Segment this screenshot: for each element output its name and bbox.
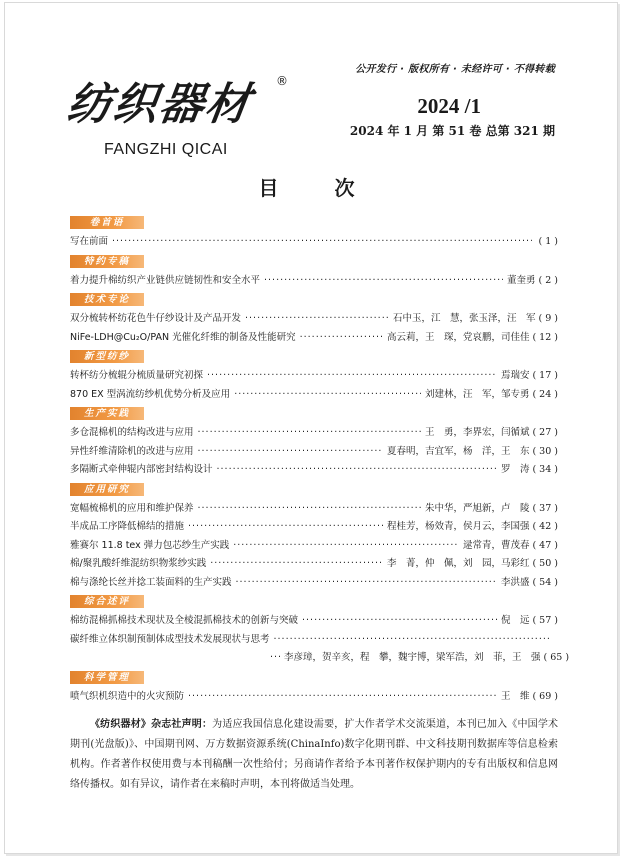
- leader-dots: [188, 691, 497, 702]
- article-title: 异性纤维清除机的改进与应用: [70, 445, 194, 457]
- article-title: 棉/聚乳酸纤维混纺织物浆纱实践: [70, 558, 207, 569]
- page-number: ( 54 ): [532, 576, 558, 588]
- journal-logo: 纺织器材: [63, 79, 255, 130]
- article-authors: 王 维: [500, 690, 530, 702]
- article-title: 雅赛尔 11.8 tex 弹力包芯纱生产实践: [70, 539, 230, 551]
- article-title: 转杯纺分梳辊分梳质量研究初探: [70, 370, 204, 381]
- toc-title: 目次: [258, 176, 411, 200]
- journal-name-english: FANGZHI QICAI: [104, 141, 228, 158]
- statement-body: 为适应我国信息化建设需要，扩大作者学术交流渠道，本刊已加入《中国学术期刊(光盘版)》、中国期刊网、万方数据资源系统(ChinaInfo)数字化期刊群、中文科技期刊数据库等信息检索机构。作者著作权使用费与本刊稿酬一次性给付；另商请作者给予本刊著作权保护期内的专有出版权和信息网络传播权。如有异议，请作者在来稿时声明，本刊将做适当处理。: [70, 719, 559, 790]
- leader-dots: [302, 615, 497, 626]
- section-header: 技术专论: [70, 293, 144, 306]
- toc-entry[interactable]: [70, 555, 558, 574]
- article-authors: 夏春明，吉宜军，杨 洋，王 东: [386, 445, 530, 457]
- article-authors: 董奎勇: [506, 274, 536, 286]
- article-authors: 刘建林，汪 军，邹专勇: [424, 388, 530, 400]
- leader-dots: [188, 521, 383, 532]
- article-authors: 高云莉，王 琛，党哀鹏，司佳佳: [386, 331, 530, 343]
- article-title: 写在前面: [70, 236, 109, 247]
- leader-dots: [264, 275, 503, 286]
- issue-details: 2024 年 1 月 第 51 卷 总第 321 期: [349, 124, 555, 138]
- statement-lead: 《纺织器材》杂志社声明：: [90, 719, 213, 730]
- article-authors: 逯常青，曹茂春: [462, 539, 530, 551]
- leader-dots: [274, 634, 551, 645]
- page-number: ( 37 ): [532, 502, 558, 514]
- toc-entry[interactable]: [70, 631, 558, 650]
- toc-entry[interactable]: [70, 537, 558, 556]
- leader-dots: [112, 236, 531, 247]
- article-title: 870 EX 型涡流纺纱机优势分析及应用: [70, 388, 231, 400]
- publisher-statement: [70, 715, 558, 795]
- article-title: 半成品工序降低棉结的措施: [70, 521, 185, 532]
- page-number: ( 30 ): [532, 445, 558, 457]
- page-number: ( 47 ): [532, 539, 558, 551]
- copyright-notice: 公开发行 · 版权所有 · 未经许可 · 不得转载: [355, 64, 555, 75]
- leader-dots: [270, 652, 280, 663]
- section-header: 卷首语: [70, 216, 144, 229]
- page-number: ( 34 ): [532, 464, 558, 475]
- article-title: 多仓混棉机的结构改进与应用: [70, 427, 194, 438]
- toc-entry[interactable]: [70, 310, 558, 329]
- article-authors: 程桂芳，杨效青，侯月云，李国强: [386, 521, 530, 532]
- page-number: ( 2 ): [538, 274, 558, 286]
- toc-entry[interactable]: [70, 649, 570, 668]
- leader-dots: [217, 464, 497, 475]
- article-title: 棉纺混棉抓棉技术现状及全棱混抓棉技术的创新与突破: [70, 615, 299, 626]
- section-header: 特约专稿: [70, 255, 144, 268]
- page-number: ( 42 ): [532, 521, 558, 532]
- toc-entry[interactable]: [70, 461, 558, 480]
- page-number: ( 17 ): [532, 370, 558, 381]
- leader-dots: [198, 446, 383, 457]
- page-number: ( 65 ): [543, 652, 570, 663]
- article-authors: 李彦璋，贺辛亥，程 攀，魏宇博，梁军浩，刘 菲，王 强: [284, 652, 541, 663]
- article-title: 棉与涤纶长丝并捻工装面料的生产实践: [70, 576, 232, 588]
- leader-dots: [233, 540, 459, 551]
- article-authors: 李 菁，仲 佩，刘 园，马彩红: [386, 558, 530, 569]
- toc-entry[interactable]: [70, 574, 558, 593]
- page-number: ( 1 ): [538, 236, 558, 247]
- page-number: ( 50 ): [532, 558, 558, 569]
- leader-dots: [198, 427, 421, 438]
- article-title: NiFe-LDH@Cu₂O/PAN 光催化纤维的制备及性能研究: [70, 331, 296, 343]
- section-header: 生产实践: [70, 407, 144, 420]
- toc-entry[interactable]: [70, 443, 558, 462]
- leader-dots: [245, 313, 389, 324]
- table-of-contents: [70, 213, 570, 706]
- toc-entry[interactable]: [70, 386, 558, 405]
- registered-mark: ®: [276, 74, 288, 88]
- leader-dots: [234, 389, 421, 400]
- article-authors: 石中玉，江 慧，张玉泽，汪 军: [392, 313, 536, 324]
- leader-dots: [198, 503, 421, 514]
- article-title: 着力提升棉纺织产业链供应链韧性和安全水平: [70, 274, 261, 286]
- toc-entry[interactable]: [70, 329, 558, 348]
- leader-dots: [207, 370, 497, 381]
- article-authors: 李洪盛: [500, 576, 530, 588]
- section-header: 科学管理: [70, 671, 144, 684]
- page-number: ( 9 ): [538, 313, 558, 324]
- article-authors: 倪 远: [500, 615, 530, 626]
- toc-entry[interactable]: [70, 424, 558, 443]
- section-header: 应用研究: [70, 483, 144, 496]
- article-title: 喷气织机织造中的火灾预防: [70, 690, 185, 702]
- leader-dots: [300, 332, 383, 343]
- article-authors: 朱中华，严旭新，卢 陵: [424, 502, 530, 514]
- section-header: 新型纺纱: [70, 350, 144, 363]
- article-title: 碳纤维立体织制预制体成型技术发展现状与思考: [70, 633, 270, 645]
- article-authors: 罗 涛: [500, 464, 530, 475]
- section-header: 综合述评: [70, 595, 144, 608]
- toc-entry[interactable]: [70, 272, 558, 291]
- article-title: 宽幅梳棉机的应用和维护保养: [70, 502, 194, 514]
- page-number: ( 69 ): [532, 690, 558, 702]
- article-authors: 王 勇，李界宏，闫循斌: [424, 427, 530, 438]
- leader-dots: [210, 558, 383, 569]
- page-number: ( 12 ): [532, 331, 558, 343]
- toc-entry[interactable]: [70, 688, 558, 707]
- page-number: ( 24 ): [532, 388, 558, 400]
- toc-entry[interactable]: [70, 500, 558, 519]
- issue-number: 2024 /1: [417, 94, 481, 118]
- leader-dots: [236, 577, 497, 588]
- page-number: ( 57 ): [532, 615, 558, 626]
- page-number: ( 27 ): [532, 427, 558, 438]
- article-title: 双分梳转杯纺花色牛仔纱设计及产品开发: [70, 313, 242, 324]
- toc-entry[interactable]: [70, 367, 558, 386]
- toc-entry[interactable]: [70, 518, 558, 537]
- toc-entry[interactable]: [70, 612, 558, 631]
- toc-entry[interactable]: [70, 233, 558, 252]
- article-title: 多隔断式牵伸辊内部密封结构设计: [70, 464, 213, 475]
- article-authors: 焉瑞安: [500, 370, 530, 381]
